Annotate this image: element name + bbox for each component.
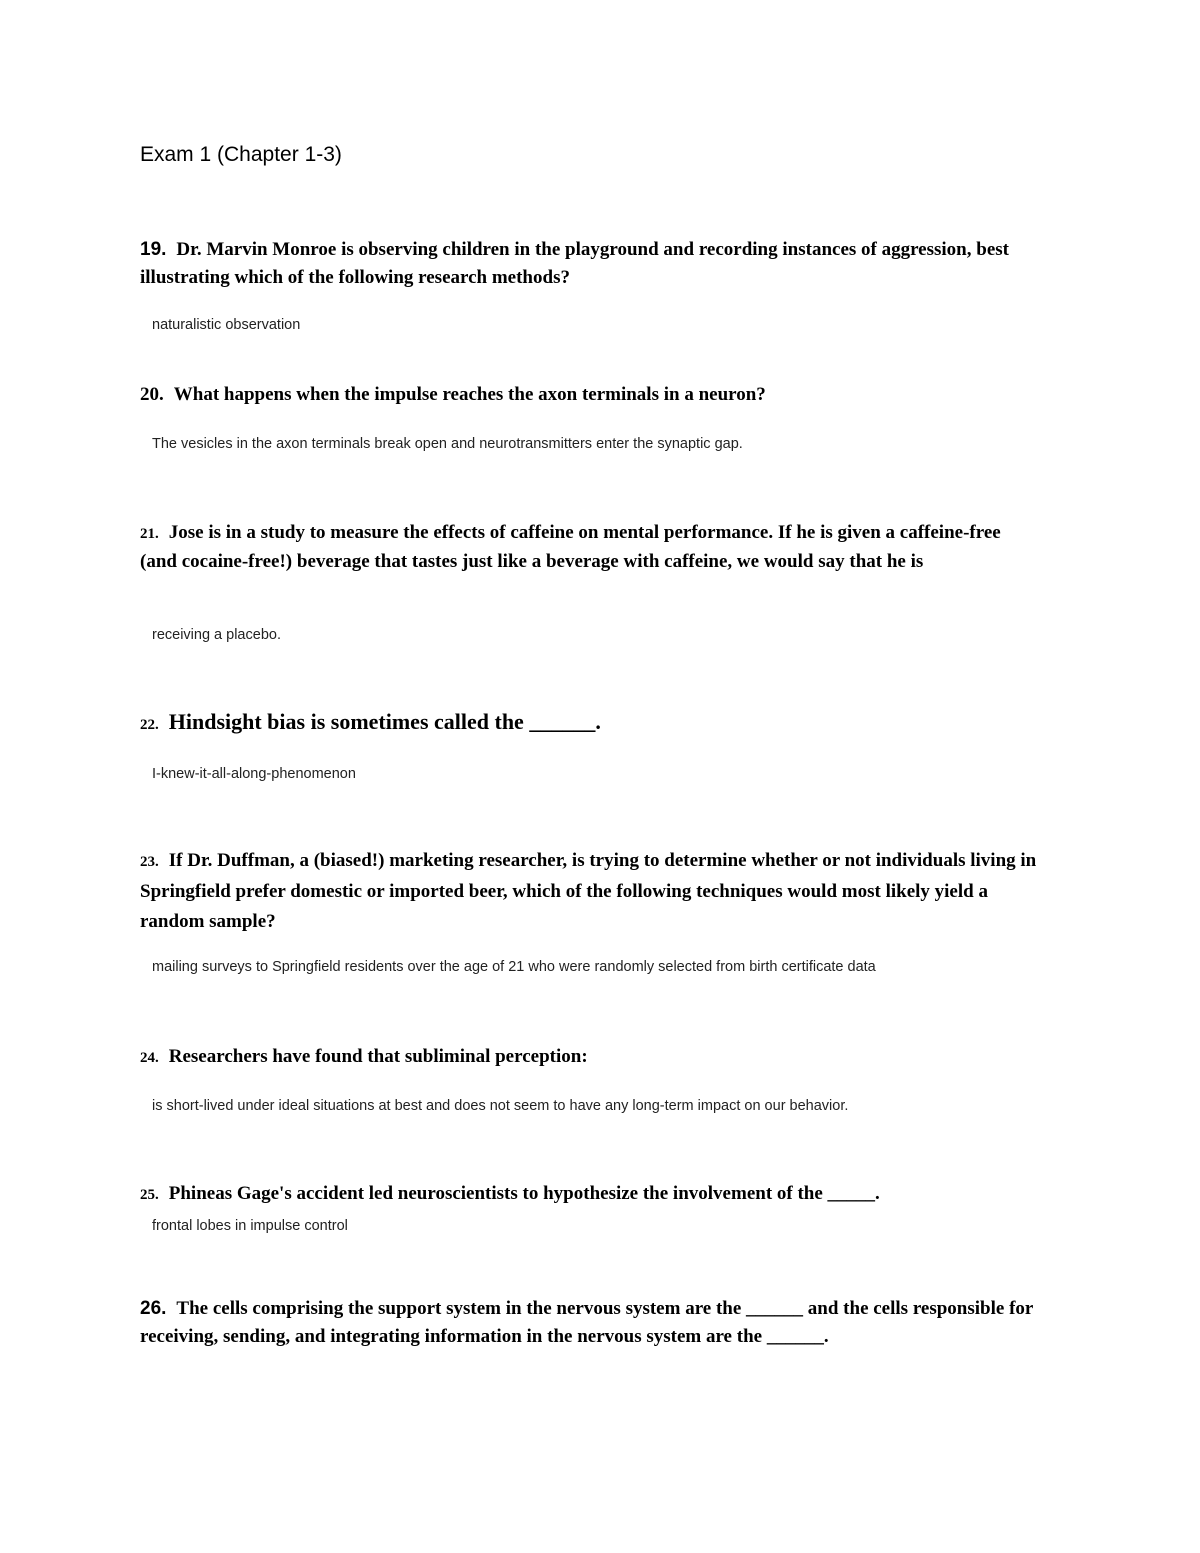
answer-21: receiving a placebo. [152,627,281,643]
question-19 [140,236,1040,292]
answer-20: The vesicles in the axon terminals break open and neurotransmitters enter the synaptic gap. [152,436,743,452]
question-text: Researchers have found that subliminal perception: [168,1046,588,1067]
question-22 [140,708,1040,739]
question-text: The cells comprising the support system in the nervous system are the ______ and the cells responsible for receiving, sending, and integrating information in the nervous system are the ______. [140,1298,1033,1347]
question-20 [140,381,1040,409]
answer-22: I-knew-it-all-along-phenomenon [152,766,356,782]
question-text: Phineas Gage's accident led neuroscientists to hypothesize the involvement of the _____. [168,1183,880,1204]
question-number: 25. [140,1187,159,1203]
question-25 [140,1180,1040,1209]
question-21 [140,519,1040,576]
question-24 [140,1043,1040,1072]
question-text: Jose is in a study to measure the effects of caffeine on mental performance. If he is given a caffeine-free (and cocaine-free!) beverage that tastes just like a beverage with caffeine, we would say that he is [140,522,1001,572]
question-23 [140,846,1040,937]
question-number: 26. [140,1298,167,1319]
question-number: 19. [140,239,167,260]
question-number: 22. [140,717,159,733]
question-text: Dr. Marvin Monroe is observing children in the playground and recording instances of aggression, best illustrating which of the following research methods? [140,239,1009,288]
question-text: What happens when the impulse reaches the axon terminals in a neuron? [173,384,766,405]
answer-23: mailing surveys to Springfield residents over the age of 21 who were randomly selected from birth certificate data [152,959,876,975]
answer-19: naturalistic observation [152,317,301,333]
answer-25: frontal lobes in impulse control [152,1218,348,1234]
question-text: If Dr. Duffman, a (biased!) marketing researcher, is trying to determine whether or not individuals living in Springfield prefer domestic or imported beer, which of the following techniques would most likely yield a random sample? [140,850,1037,932]
answer-24: is short-lived under ideal situations at best and does not seem to have any long-term impact on our behavior. [152,1098,849,1114]
question-number: 23. [140,854,159,870]
page-title: Exam 1 (Chapter 1-3) [140,143,342,166]
question-text: Hindsight bias is sometimes called the ______. [168,709,601,734]
question-number: 21. [140,526,159,542]
question-26 [140,1295,1040,1351]
question-number: 24. [140,1050,159,1066]
question-number: 20. [140,384,164,405]
